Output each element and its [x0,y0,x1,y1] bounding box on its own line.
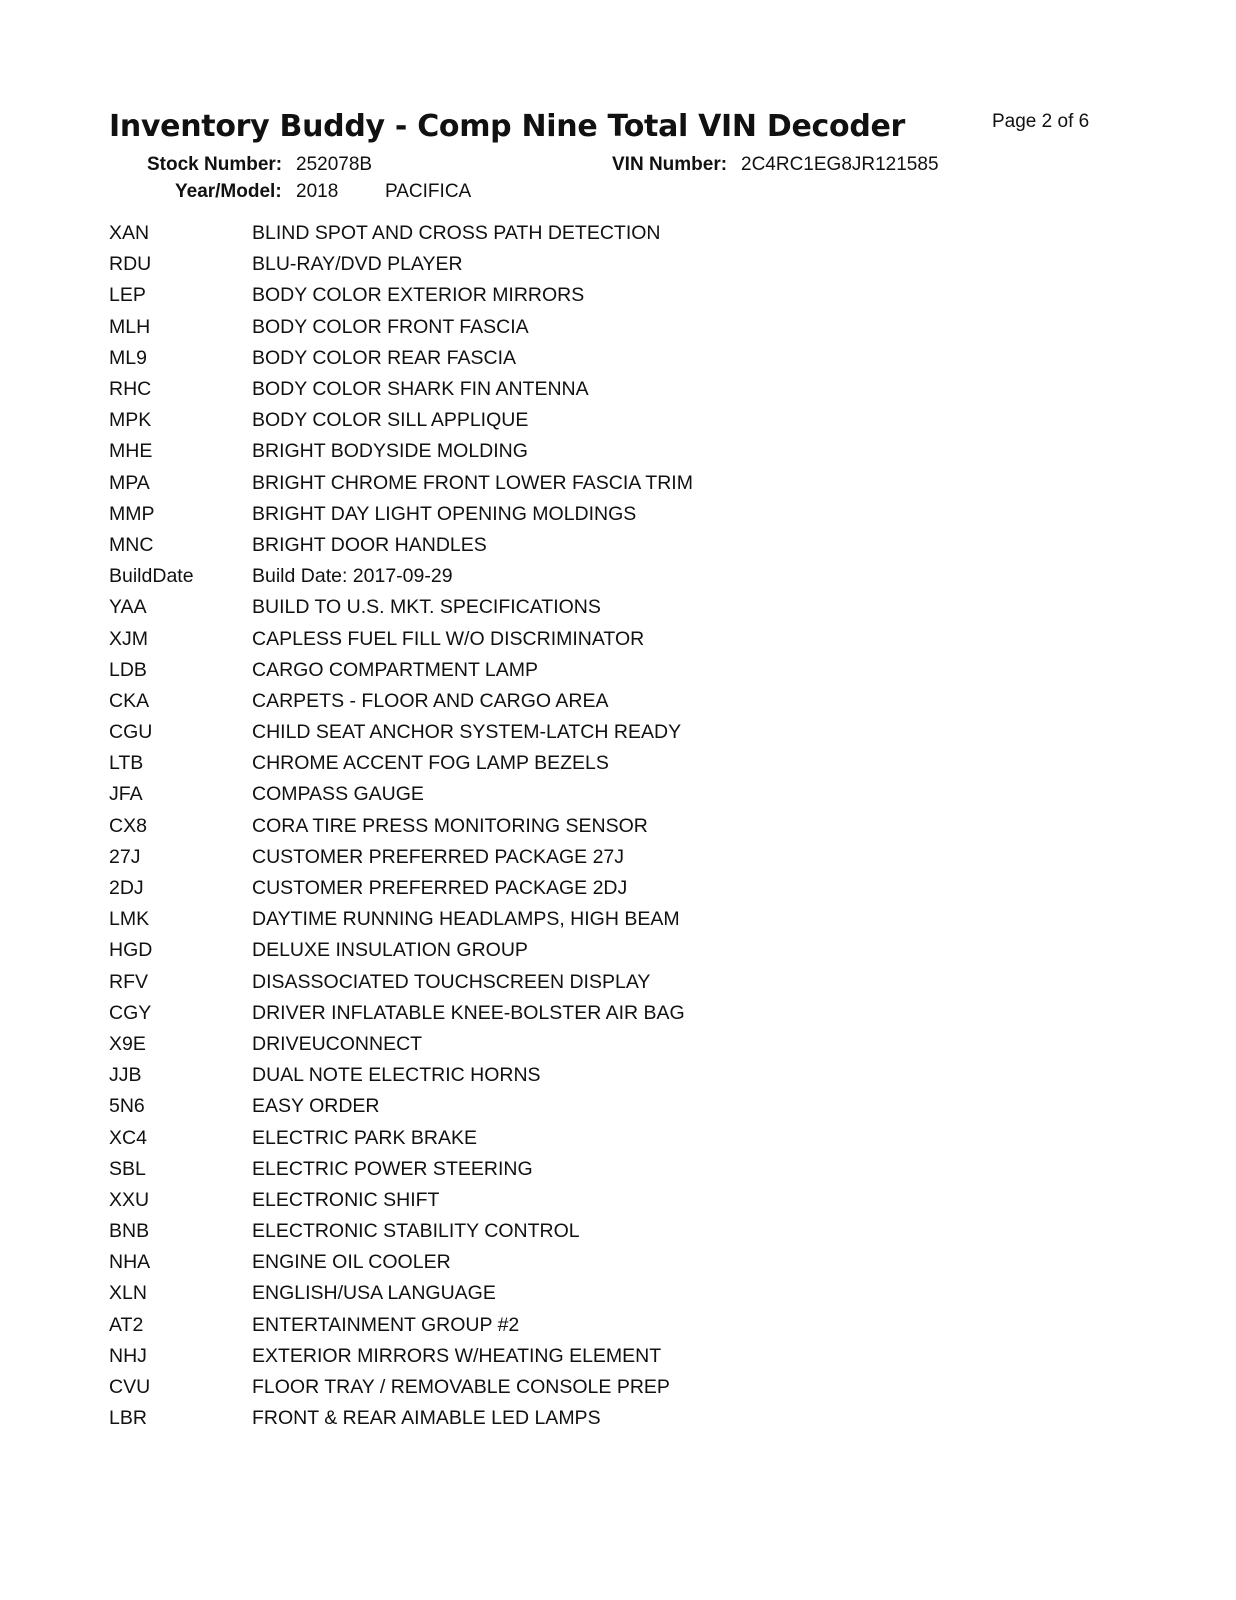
option-description: EASY ORDER [252,1095,380,1118]
option-row [109,436,693,467]
option-description: BRIGHT BODYSIDE MOLDING [252,440,528,463]
option-description: EXTERIOR MIRRORS W/HEATING ELEMENT [252,1344,662,1367]
option-row [109,1185,693,1216]
option-row [109,592,693,623]
option-code: YAA [109,596,147,619]
option-row [109,935,693,966]
option-code: JJB [109,1064,142,1087]
option-row [109,1216,693,1247]
option-code: MLH [109,315,151,338]
option-row [109,1091,693,1122]
option-code: CX8 [109,814,147,837]
option-code: LEP [109,284,146,307]
option-description: CHILD SEAT ANCHOR SYSTEM-LATCH READY [252,721,682,744]
page-number: Page 2 of 6 [992,111,1090,132]
option-code: LBR [109,1407,147,1430]
option-description: DRIVER INFLATABLE KNEE-BOLSTER AIR BAG [252,1001,685,1024]
option-code: RFV [109,970,148,993]
option-description: BODY COLOR REAR FASCIA [252,346,517,369]
option-row [109,873,693,904]
vin-number-value: 2C4RC1EG8JR121585 [741,154,939,175]
document-title: Inventory Buddy - Comp Nine Total VIN Decoder [109,109,906,144]
option-code: NHA [109,1251,151,1274]
stock-number-label: Stock Number: [147,154,283,175]
option-code: CGY [109,1001,152,1024]
option-row [109,1278,693,1309]
option-row [109,374,693,405]
option-description: ELECTRONIC STABILITY CONTROL [252,1220,580,1243]
option-code: LTB [109,752,144,775]
vin-number-label: VIN Number: [612,154,728,175]
option-code: RDU [109,253,152,276]
option-row [109,312,693,343]
option-row [109,1341,693,1372]
option-row [109,655,693,686]
option-description: CORA TIRE PRESS MONITORING SENSOR [252,814,648,837]
option-code: 2DJ [109,877,144,900]
option-row [109,1060,693,1091]
option-row [109,623,693,654]
option-code: BNB [109,1220,150,1243]
option-description: BLU-RAY/DVD PLAYER [252,253,463,276]
option-code: XLN [109,1282,147,1305]
option-row [109,748,693,779]
option-row [109,343,693,374]
option-description: BODY COLOR FRONT FASCIA [252,315,529,338]
option-code: CGU [109,721,153,744]
option-description: BLIND SPOT AND CROSS PATH DETECTION [252,222,661,245]
option-description: BODY COLOR SILL APPLIQUE [252,409,529,432]
option-row [109,967,693,998]
option-code: MMP [109,502,155,525]
option-code: MNC [109,533,154,556]
option-row [109,405,693,436]
options-list [109,218,693,1434]
option-description: CHROME ACCENT FOG LAMP BEZELS [252,752,609,775]
option-row [109,1154,693,1185]
option-row [109,842,693,873]
option-description: ELECTRONIC SHIFT [252,1188,440,1211]
option-row [109,1029,693,1060]
model-value: PACIFICA [385,181,472,202]
option-description: BRIGHT CHROME FRONT LOWER FASCIA TRIM [252,471,693,494]
option-code: X9E [109,1032,146,1055]
option-description: ELECTRIC POWER STEERING [252,1157,533,1180]
option-description: DELUXE INSULATION GROUP [252,939,528,962]
option-description: DRIVEUCONNECT [252,1032,423,1055]
option-row [109,218,693,249]
option-description: BODY COLOR EXTERIOR MIRRORS [252,284,585,307]
option-description: CARPETS - FLOOR AND CARGO AREA [252,689,609,712]
option-description: ELECTRIC PARK BRAKE [252,1126,478,1149]
option-row [109,1372,693,1403]
option-description: CAPLESS FUEL FILL W/O DISCRIMINATOR [252,627,645,650]
option-description: BRIGHT DOOR HANDLES [252,533,487,556]
option-code: RHC [109,378,152,401]
option-row [109,1122,693,1153]
option-code: MHE [109,440,153,463]
year-model-label: Year/Model: [175,181,282,202]
option-description: FLOOR TRAY / REMOVABLE CONSOLE PREP [252,1376,670,1399]
option-description: Build Date: 2017-09-29 [252,565,453,588]
option-code: AT2 [109,1313,144,1336]
option-code: LDB [109,658,147,681]
option-description: CUSTOMER PREFERRED PACKAGE 27J [252,845,625,868]
option-code: ML9 [109,346,147,369]
option-row [109,530,693,561]
option-row [109,1403,693,1434]
option-code: XC4 [109,1126,147,1149]
option-description: DAYTIME RUNNING HEADLAMPS, HIGH BEAM [252,908,680,931]
option-code: JFA [109,783,143,806]
option-row [109,811,693,842]
option-code: HGD [109,939,153,962]
option-code: CVU [109,1376,151,1399]
option-row [109,1310,693,1341]
option-row [109,1247,693,1278]
option-code: XJM [109,627,148,650]
option-code: 27J [109,845,141,868]
option-row [109,499,693,530]
option-description: DUAL NOTE ELECTRIC HORNS [252,1064,541,1087]
option-row [109,998,693,1029]
option-row [109,904,693,935]
option-code: BuildDate [109,565,194,588]
option-code: LMK [109,908,150,931]
option-code: XXU [109,1188,150,1211]
option-row [109,249,693,280]
option-description: BUILD TO U.S. MKT. SPECIFICATIONS [252,596,601,619]
option-code: 5N6 [109,1095,145,1118]
option-code: NHJ [109,1344,147,1367]
option-code: XAN [109,222,150,245]
option-row [109,717,693,748]
option-code: MPA [109,471,150,494]
option-description: ENGLISH/USA LANGUAGE [252,1282,496,1305]
option-description: BODY COLOR SHARK FIN ANTENNA [252,378,589,401]
option-description: ENGINE OIL COOLER [252,1251,451,1274]
option-description: BRIGHT DAY LIGHT OPENING MOLDINGS [252,502,637,525]
option-code: SBL [109,1157,146,1180]
year-value: 2018 [296,181,339,202]
option-row [109,280,693,311]
option-description: ENTERTAINMENT GROUP #2 [252,1313,520,1336]
option-description: DISASSOCIATED TOUCHSCREEN DISPLAY [252,970,651,993]
option-description: CUSTOMER PREFERRED PACKAGE 2DJ [252,877,628,900]
option-code: CKA [109,689,150,712]
option-code: MPK [109,409,152,432]
option-description: FRONT & REAR AIMABLE LED LAMPS [252,1407,601,1430]
option-description: CARGO COMPARTMENT LAMP [252,658,539,681]
option-row [109,561,693,592]
option-description: COMPASS GAUGE [252,783,424,806]
option-row [109,468,693,499]
option-row [109,779,693,810]
stock-number-value: 252078B [296,154,373,175]
option-row [109,686,693,717]
